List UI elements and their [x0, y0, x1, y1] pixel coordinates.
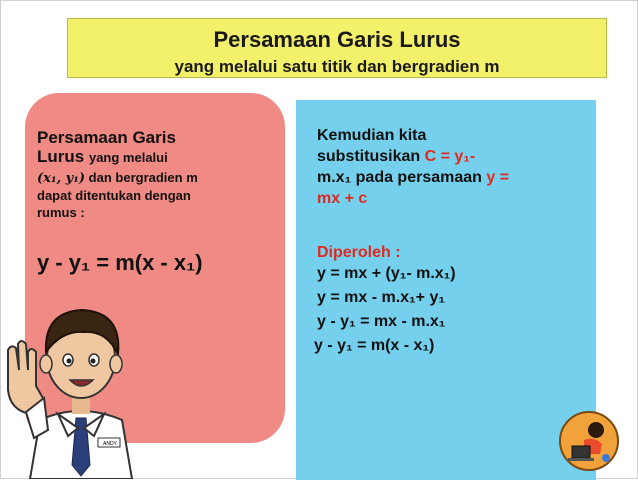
derivation-step-3: y - y₁ = mx - m.x₁ [317, 313, 446, 330]
left-heading-line2 [37, 147, 198, 167]
left-heading-lurus: Lurus [37, 147, 85, 166]
derivation-step-2: y = mx - m.x₁+ y₁ [317, 289, 445, 306]
derivation-step-4: y - y₁ = m(x - x₁) [314, 337, 435, 354]
student-waving-illustration [0, 290, 160, 479]
right-intro-pada: pada persamaan [355, 169, 482, 186]
right-c-eq: C = y₁- [424, 148, 476, 165]
left-line4: dapat ditentukan dengan [37, 188, 191, 203]
left-heading-line1: Persamaan Garis [37, 128, 176, 147]
right-diperoleh: Diperoleh : [317, 244, 401, 261]
left-point: (x₁, y₁) [37, 171, 86, 186]
right-intro-l3 [317, 167, 509, 188]
right-intro-l1: Kemudian kita [317, 127, 427, 144]
left-line3-rest: dan bergradien m [88, 170, 198, 185]
right-intro-l4: mx + c [317, 190, 368, 207]
page-title: Persamaan Garis Lurus [213, 27, 461, 52]
right-intro-m-x1: m.x₁ [317, 169, 352, 186]
right-intro-substitusikan: substitusikan [317, 148, 421, 165]
derivation-step-1: y = mx + (y₁- m.x₁) [317, 265, 456, 282]
left-formula: y - y₁ = m(x - x₁) [37, 250, 203, 275]
left-line5: rumus : [37, 205, 85, 220]
left-heading [37, 128, 198, 221]
right-derivation [314, 242, 456, 356]
name-badge-text: ANDY [103, 441, 117, 447]
right-intro [317, 125, 509, 209]
student-at-laptop-icon [558, 410, 620, 472]
right-y-eq: y = [486, 169, 510, 186]
title-box [67, 18, 607, 78]
left-heading-rest: yang melalui [88, 150, 168, 165]
page-subtitle: yang melalui satu titik dan bergradien m [174, 57, 500, 76]
right-intro-l2 [317, 146, 509, 167]
left-line3 [37, 169, 198, 187]
